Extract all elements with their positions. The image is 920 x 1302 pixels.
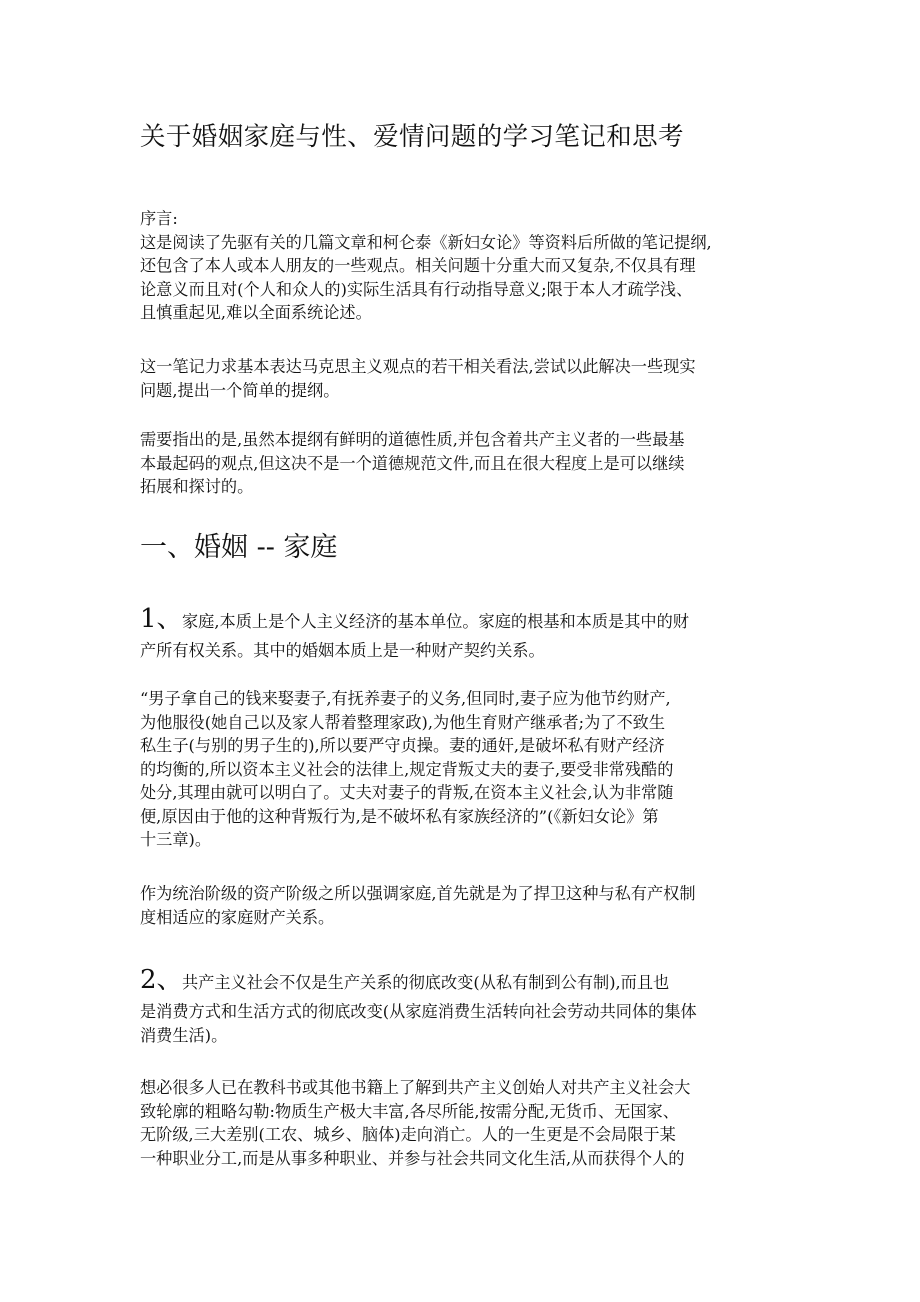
paragraph-line: 问题,提出一个简单的提纲。 <box>140 380 340 400</box>
item-number: 2、 <box>140 965 183 995</box>
paragraph-line: 一种职业分工,而是从事多种职业、并参与社会共同文化生活,从而获得个人的 <box>140 1148 685 1168</box>
quote-block <box>140 687 784 852</box>
preface-line: 论意义而且对(个人和众人的)实际生活具有行动指导意义;限于本人才疏学浅、 <box>140 279 693 299</box>
item-text-line: 共产主义社会不仅是生产关系的彻底改变(从私有制到公有制),而且也 <box>182 973 670 992</box>
item-text-line: 是消费方式和生活方式的彻底改变(从家庭消费生活转向社会劳动共同体的集体 <box>140 1002 697 1021</box>
paragraph-line: 无阶级,三大差别(工农、城乡、脑体)走向消亡。人的一生更是不会局限于某 <box>140 1125 676 1144</box>
paragraph-line: 本最起码的观点,但这决不是一个道德规范文件,而且在很大程度上是可以继续 <box>140 453 685 473</box>
item-text-line: 产所有权关系。其中的婚姻本质上是一种财产契约关系。 <box>140 641 545 660</box>
section-heading-marriage-family: 一、婚姻 -- 家庭 <box>140 532 338 563</box>
quote-line: 为他服役(她自己以及家人帮着整理家政),为他生育财产继承者;为了不致生 <box>140 712 666 732</box>
item-number: 1、 <box>140 604 183 634</box>
list-item-1 <box>140 602 784 663</box>
preface-line: 且慎重起见,难以全面系统论述。 <box>140 303 372 322</box>
preface-line: 还包含了本人或本人朋友的一些观点。相关问题十分重大而又复杂,不仅具有理 <box>140 256 696 275</box>
quote-line: 私生子(与别的男子生的),所以要严守贞操。妻的通奸,是破坏私有财产经济 <box>140 736 665 755</box>
paragraph-bourgeoisie <box>140 882 784 929</box>
quote-line: 便,原因由于他的这种背叛行为,是不破坏私有家族经济的”(《新妇女论》第 <box>140 806 659 826</box>
preface-block <box>140 207 784 325</box>
quote-line: 处分,其理由就可以明白了。丈夫对妻子的背叛,在资本主义社会,认为非常随 <box>140 783 674 802</box>
paragraph-line: 这一笔记力求基本表达马克思主义观点的若干相关看法,尝试以此解决一些现实 <box>140 357 696 376</box>
quote-line: “男子拿自己的钱来娶妻子,有抚养妻子的义务,但同时,妻子应为他节约财产, <box>140 689 671 708</box>
document-title: 关于婚姻家庭与性、爱情问题的学习笔记和思考 <box>140 122 684 152</box>
paragraph-line: 想必很多人已在教科书或其他书籍上了解到共产主义创始人对共产主义社会大 <box>140 1078 691 1097</box>
preface-label: 序言: <box>140 209 178 228</box>
item-text-line: 家庭,本质上是个人主义经济的基本单位。家庭的根基和本质是其中的财 <box>182 612 689 631</box>
paragraph-line: 致轮廓的粗略勾勒:物质生产极大丰富,各尽所能,按需分配,无货币、无国家、 <box>140 1101 679 1121</box>
list-item-2 <box>140 963 784 1047</box>
quote-line: 十三章)。 <box>140 830 212 849</box>
preface-line: 这是阅读了先驱有关的几篇文章和柯仑泰《新妇女论》等资料后所做的笔记提纲, <box>140 232 712 252</box>
quote-line: 的均衡的,所以资本主义社会的法律上,规定背叛丈夫的妻子,要受非常残酷的 <box>140 759 674 779</box>
item-text-line: 消费生活)。 <box>140 1025 228 1045</box>
paragraph-purpose <box>140 355 784 402</box>
paragraph-note <box>140 428 784 499</box>
paragraph-line: 度相适应的家庭财产关系。 <box>140 907 335 927</box>
paragraph-line: 拓展和探讨的。 <box>140 477 254 496</box>
paragraph-line: 作为统治阶级的资产阶级之所以强调家庭,首先就是为了捍卫这种与私有产权制 <box>140 884 696 903</box>
paragraph-line: 需要指出的是,虽然本提纲有鲜明的道德性质,并包含着共产主义者的一些最基 <box>140 430 685 449</box>
paragraph-communism <box>140 1076 784 1170</box>
